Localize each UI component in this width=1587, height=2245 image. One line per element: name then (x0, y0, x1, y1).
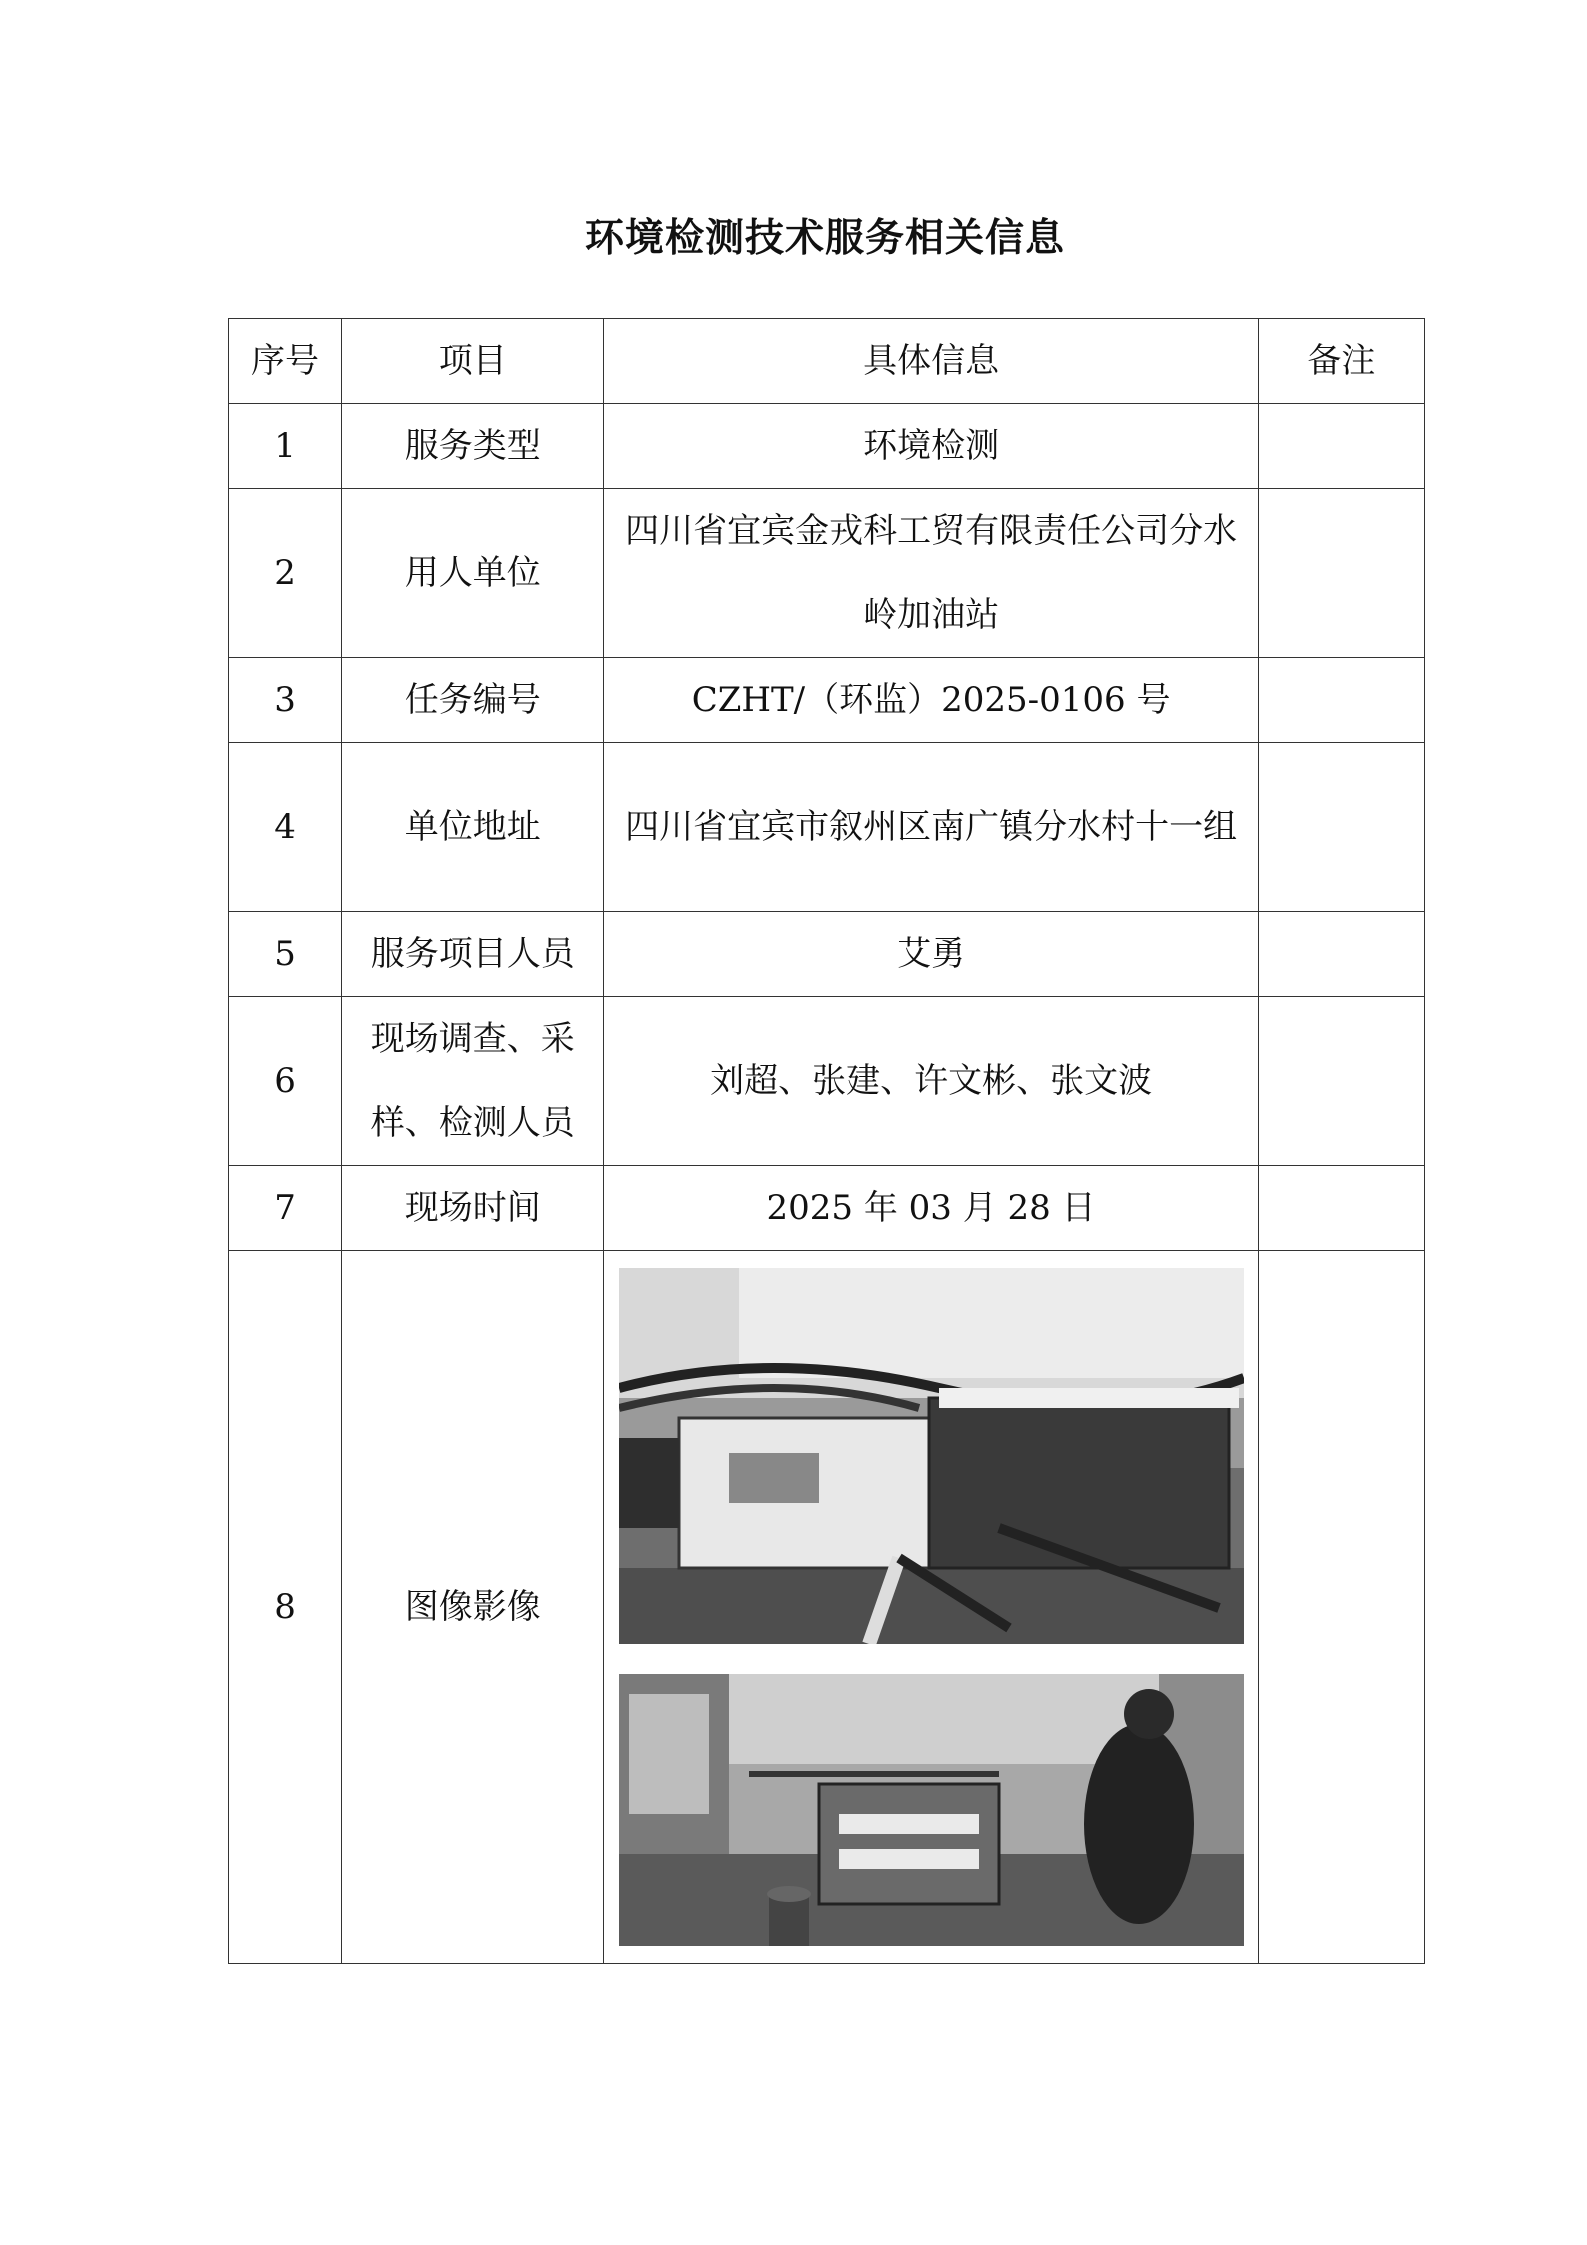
row-item: 服务项目人员 (342, 912, 604, 997)
row-note (1258, 1166, 1424, 1251)
table-row (229, 1251, 1425, 1964)
row-no: 3 (229, 658, 342, 743)
table-row (229, 912, 1425, 997)
row-item: 图像影像 (342, 1251, 604, 1964)
row-note (1258, 997, 1424, 1166)
row-note (1258, 743, 1424, 912)
row-info: 刘超、张建、许文彬、张文波 (604, 997, 1259, 1166)
row-info: 艾勇 (604, 912, 1259, 997)
info-table (228, 318, 1425, 1964)
row-note (1258, 912, 1424, 997)
table-header-row (229, 319, 1425, 404)
row-item: 单位地址 (342, 743, 604, 912)
row-no: 6 (229, 997, 342, 1166)
table-row (229, 404, 1425, 489)
row-no: 1 (229, 404, 342, 489)
row-note (1258, 404, 1424, 489)
table-row (229, 743, 1425, 912)
header-note: 备注 (1258, 319, 1424, 404)
table-row (229, 658, 1425, 743)
table-row (229, 489, 1425, 658)
row-item: 现场调查、采样、检测人员 (342, 997, 604, 1166)
row-note (1258, 1251, 1424, 1964)
site-photo-sampling-instrument (619, 1268, 1244, 1644)
row-item: 任务编号 (342, 658, 604, 743)
row-note (1258, 658, 1424, 743)
row-item: 现场时间 (342, 1166, 604, 1251)
row-info: 2025 年 03 月 28 日 (604, 1166, 1259, 1251)
header-item: 项目 (342, 319, 604, 404)
row-no: 4 (229, 743, 342, 912)
row-info: 四川省宜宾金戎科工贸有限责任公司分水岭加油站 (604, 489, 1259, 658)
row-no: 2 (229, 489, 342, 658)
photo-stack (604, 1268, 1258, 1946)
row-info-images (604, 1251, 1259, 1964)
table-row (229, 997, 1425, 1166)
table-row (229, 1166, 1425, 1251)
row-note (1258, 489, 1424, 658)
row-info: 环境检测 (604, 404, 1259, 489)
row-no: 8 (229, 1251, 342, 1964)
row-info: 四川省宜宾市叙州区南广镇分水村十一组 (604, 743, 1259, 912)
site-photo-field-worker (619, 1674, 1244, 1946)
header-no: 序号 (229, 319, 342, 404)
page-title: 环境检测技术服务相关信息 (584, 216, 1065, 261)
row-info: CZHT/（环监）2025-0106 号 (604, 658, 1259, 743)
header-info: 具体信息 (604, 319, 1259, 404)
row-item: 用人单位 (342, 489, 604, 658)
row-no: 7 (229, 1166, 342, 1251)
row-item: 服务类型 (342, 404, 604, 489)
row-no: 5 (229, 912, 342, 997)
